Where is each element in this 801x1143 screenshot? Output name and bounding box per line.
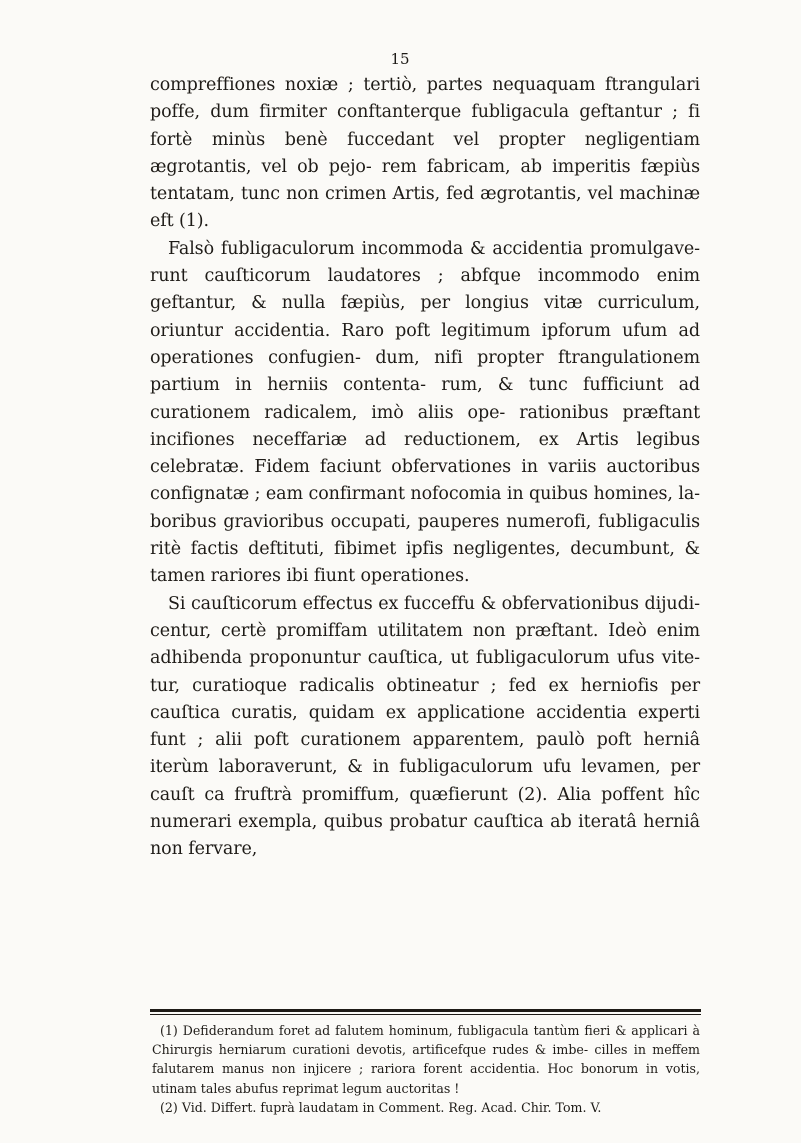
footnotes — [152, 1021, 700, 1117]
footnote-2: (2) Vid. Differt. fuprà laudatam in Comment. Reg. Acad. Chir. Tom. V. — [160, 1099, 602, 1115]
paragraph-2: Falsò fubligaculorum incommoda & accidentia promulgave- runt cauſticorum laudatores ; abfque incommodo enim geftantur, & nulla fæpiùs, per longius vitæ curriculum, oriuntur accidentia. Raro poft legitimum ipforum ufum ad operationes confugien- dum, nifi propter ftrangulationem partium in herniis contenta- rum, & tunc fufficiunt ad curationem radicalem, imò aliis ope- rationibus præftant incifiones neceffariæ ad reductionem, ex Artis legibus celebratæ. Fidem faciunt obfervationes in variis auctoribus confignatæ ; eam confirmant nofocomia in quibus homines, la- boribus gravioribus occupati, pauperes numerofi, fubligaculis ritè factis deftituti, fibimet ipfis negligentes, decumbunt, & tamen rariores ibi fiunt operationes. — [150, 238, 700, 587]
paragraph-1: compreffiones noxiæ ; tertiò, partes nequaquam ftrangulari poffe, dum firmiter conftanterque fubligacula geftantur ; fi fortè minùs benè fuccedant vel propter negligentiam ægrotantis, vel ob pejo- rem fabricam, ab imperitis fæpiùs tentatam, tunc non crimen Artis, fed ægrotantis, vel machinæ eft (1). — [150, 75, 700, 232]
footnote-rule-thick — [150, 1009, 701, 1012]
footnote-1: (1) Defiderandum foret ad falutem hominum, fubligacula tantùm fieri & applicari à Chirurgis herniarum curationi devotis, artificefque rudes & imbe- cilles in meffem falutarem manus non injicere ; rariora forent accidentia. Hoc bonorum in votis, utinam tales abufus reprimat legum auctoritas ! — [152, 1023, 700, 1096]
body-text — [150, 72, 700, 864]
page-number: 15 — [390, 50, 410, 68]
paragraph-3: Si cauſticorum effectus ex fucceffu & obfervationibus dijudi- centur, certè promiffam utilitatem non præftant. Ideò enim adhibenda proponuntur cauſtica, ut fubligaculorum ufus vite- tur, curatioque radicalis obtineatur ; fed ex herniofis per cauſtica curatis, quidam ex applicatione accidentia experti funt ; alii poft curationem apparentem, paulò poft herniâ iterùm laboraverunt, & in fubligaculorum ufu levamen, per cauſt ca fruftrà promiffum, quæfierunt (2). Alia poffent hîc numerari exempla, quibus probatur cauſtica ab iteratâ herniâ non fervare, — [150, 593, 700, 860]
footnote-rule-thin — [150, 1014, 701, 1015]
